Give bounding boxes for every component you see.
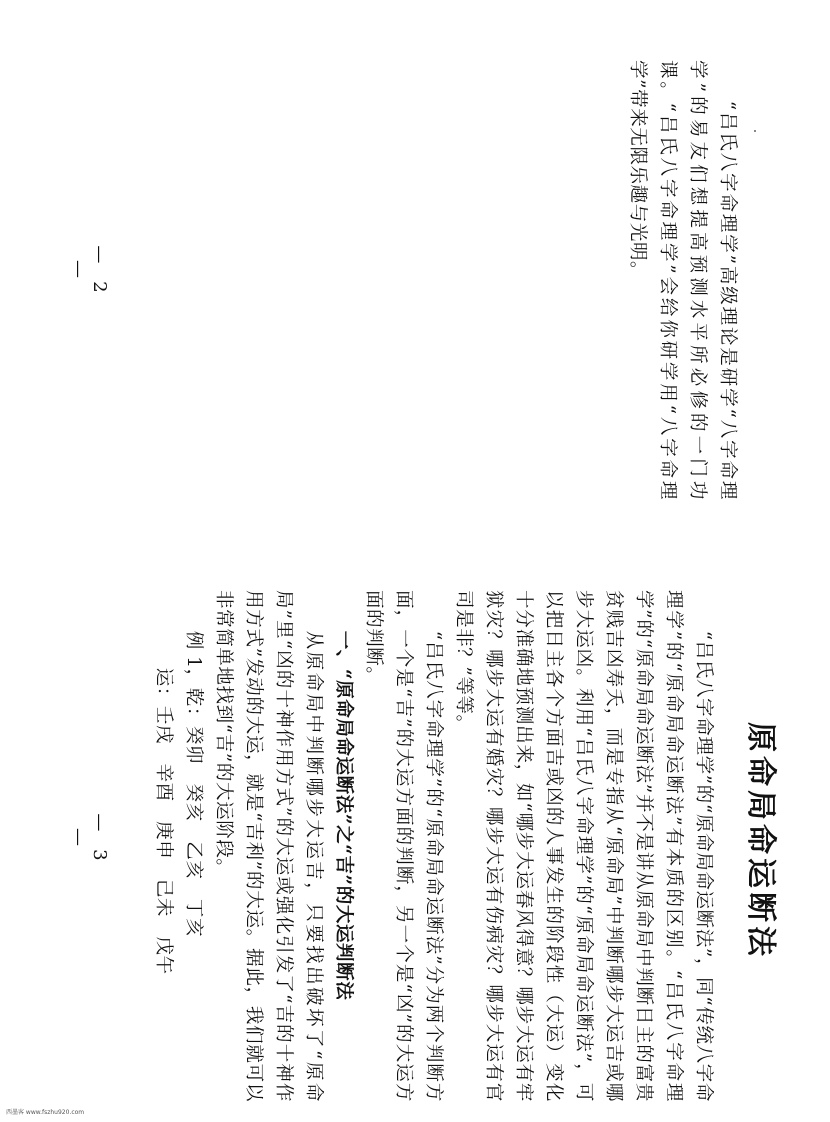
scan-speck xyxy=(754,130,756,132)
page-right xyxy=(0,560,830,1122)
section-paragraph: 从原命局中判断哪步大运吉，只要找出破坏了“原命局”里“凶的十神作用方式”的大运或强化引发了“吉的十神作用方式”发动的大运，就是“吉利”的大运。据此，我们就可以非常简单地找到“吉”的大运阶段。 xyxy=(213,590,324,1102)
left-page-body xyxy=(622,60,742,500)
page-left xyxy=(0,0,830,550)
intro-paragraph: “吕氏八字命理学”的“原命局命运断法”，同“传统八字命理学”的“原命局命运断法”有本质的区别。“吕氏八字命理学”的“原命局命运断法”并不是讲从原命局中判断日主的富贵贫贱吉凶寿夭，而是专指从“原命局”中判断哪步大运吉或哪步大运凶。利用“吕氏八字命理学”的“原命局命运断法”，可以把日主各个方面吉或凶的人事发生的阶段性（大运）变化十分准确地预测出来，如“哪步大运春风得意？哪步大运有牢狱灾？哪步大运有婚灾？哪步大运有伤病灾？哪步大运有官司是非？”等等。 xyxy=(453,590,714,1102)
division-paragraph: “吕氏八字命理学”的“原命局命运断法”分为两个判断方面，一个是“吉”的大运方面的判断，另一个是“凶”的大运方面的判断。 xyxy=(363,590,444,1102)
example-chart-line: 例 1，乾：癸卯 癸亥 乙亥 丁亥 xyxy=(183,630,204,938)
section-heading: 一、“原命局命运断法”之“吉”的大运判断法 xyxy=(333,630,354,1001)
example-luck-line: 运：壬戌 辛酉 庚申 己未 戊午 xyxy=(153,667,174,975)
site-watermark: 西墨客 www.fszhu920.com xyxy=(6,1109,85,1116)
chapter-title: 原命局命运断法 xyxy=(743,722,778,960)
left-paragraph: “吕氏八字命理学”高级理论是研学“八字命理学”的易友们想提高预测水平所必修的一门功课。“吕氏八字命理学”会给你研学用“八字命理学”带来无限乐趣与光明。 xyxy=(627,60,738,500)
page-number-2: — 2 — xyxy=(68,245,110,299)
right-page-body xyxy=(148,590,718,1102)
page-number-3: — 3 — xyxy=(68,813,110,867)
